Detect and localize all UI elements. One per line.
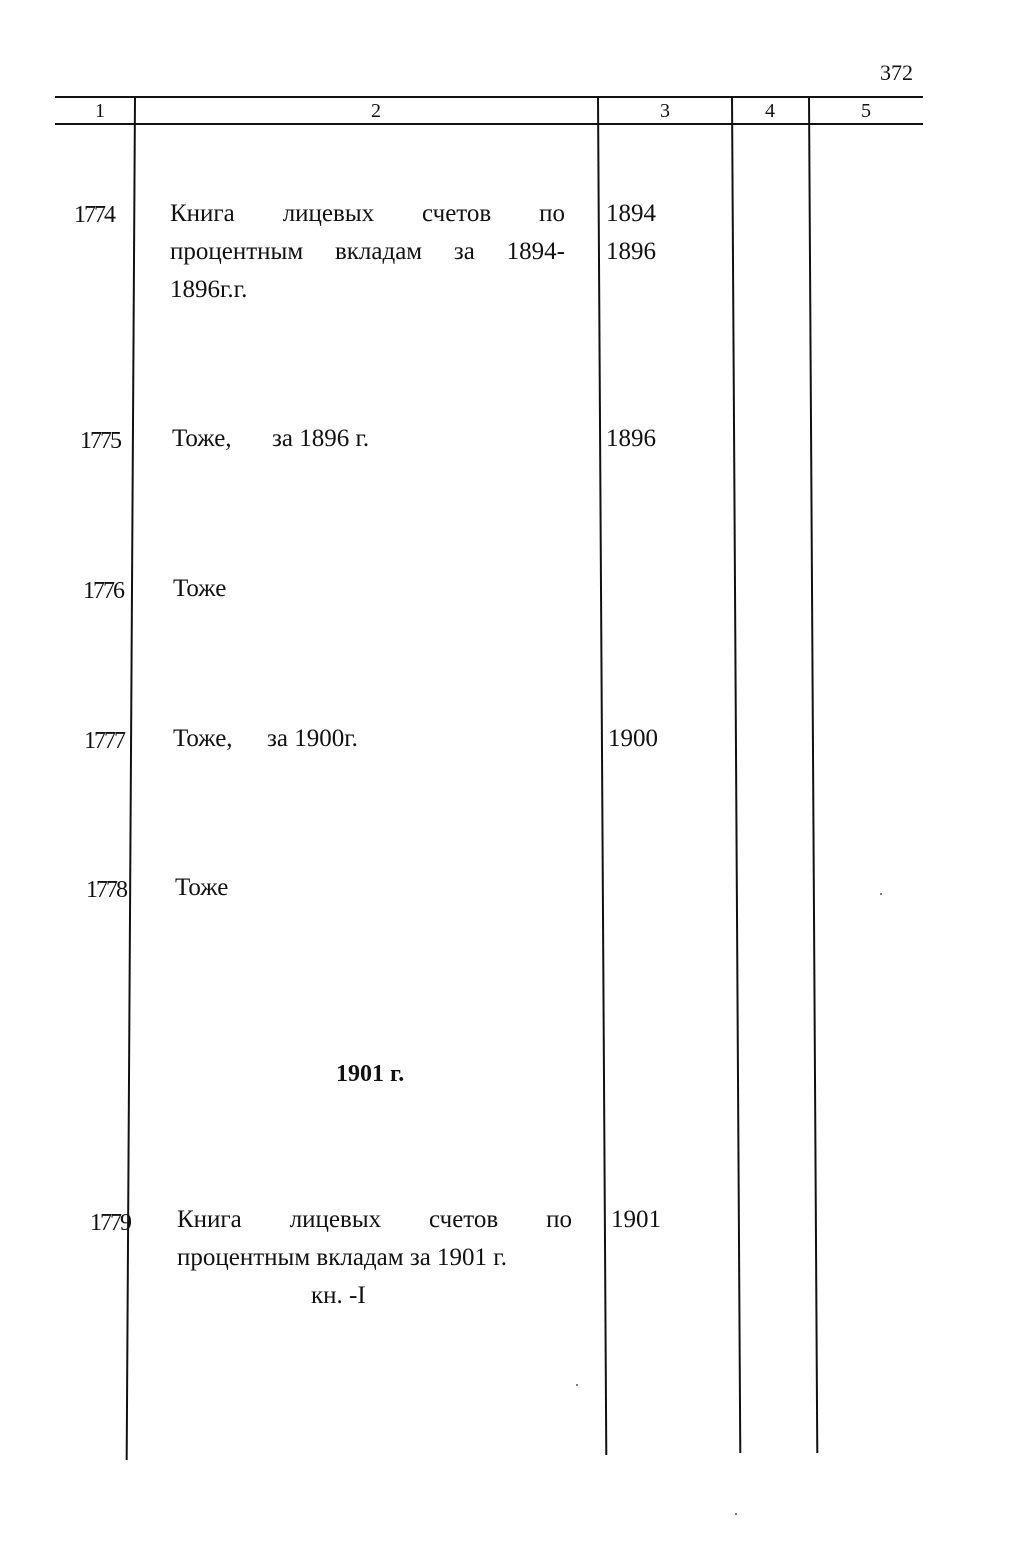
entry-title: Тоже, (173, 725, 233, 752)
entry-title: Тоже (175, 874, 229, 901)
column-divider-2 (597, 97, 607, 1455)
entry-title: Тоже, (172, 425, 232, 452)
entry-title-line: Книга лицевых счетов по (170, 200, 565, 227)
entry-number: 1777 (84, 728, 124, 754)
entry-number: 1774 (74, 202, 114, 228)
entry-year: 1900 (608, 725, 658, 752)
column-header-2: 2 (371, 100, 381, 122)
entry-year: 1901 (611, 1206, 661, 1233)
scan-speck (576, 1384, 578, 1386)
column-header-4: 4 (765, 100, 775, 122)
entry-title-period: за 1896 г. (272, 425, 370, 452)
entry-title (170, 195, 565, 309)
scan-speck (880, 893, 882, 895)
column-divider-3 (731, 97, 741, 1453)
entry-number: 1779 (90, 1210, 130, 1236)
entry-title (177, 1201, 572, 1277)
entry-number: 1778 (86, 877, 126, 903)
entry-year: 1894 (606, 200, 656, 227)
entry-title-line: процентным вкладам за 1894- (170, 238, 565, 265)
entry-title-line: процентным вкладам за 1901 г. (177, 1244, 507, 1271)
column-divider-4 (808, 97, 818, 1453)
entry-year: 1896 (606, 238, 656, 265)
column-header-5: 5 (861, 100, 871, 122)
column-divider-1 (126, 97, 136, 1460)
entry-title-line: Книга лицевых счетов по (177, 1206, 572, 1233)
entry-title: Тоже (173, 575, 227, 602)
table-top-rule (55, 96, 923, 98)
entry-number: 1775 (80, 428, 120, 454)
page-number: 372 (880, 60, 913, 85)
entry-title-period: за 1900г. (267, 725, 358, 752)
scan-speck (735, 1513, 737, 1515)
entry-title-line: 1896г.г. (170, 276, 248, 303)
section-heading: 1901 г. (336, 1061, 405, 1087)
entry-volume: кн. -I (311, 1282, 366, 1309)
column-header-1: 1 (95, 100, 105, 122)
entry-years (606, 195, 656, 271)
column-header-3: 3 (660, 100, 670, 122)
entry-year: 1896 (606, 425, 656, 452)
table-header-rule (55, 123, 923, 125)
entry-number: 1776 (83, 578, 123, 604)
